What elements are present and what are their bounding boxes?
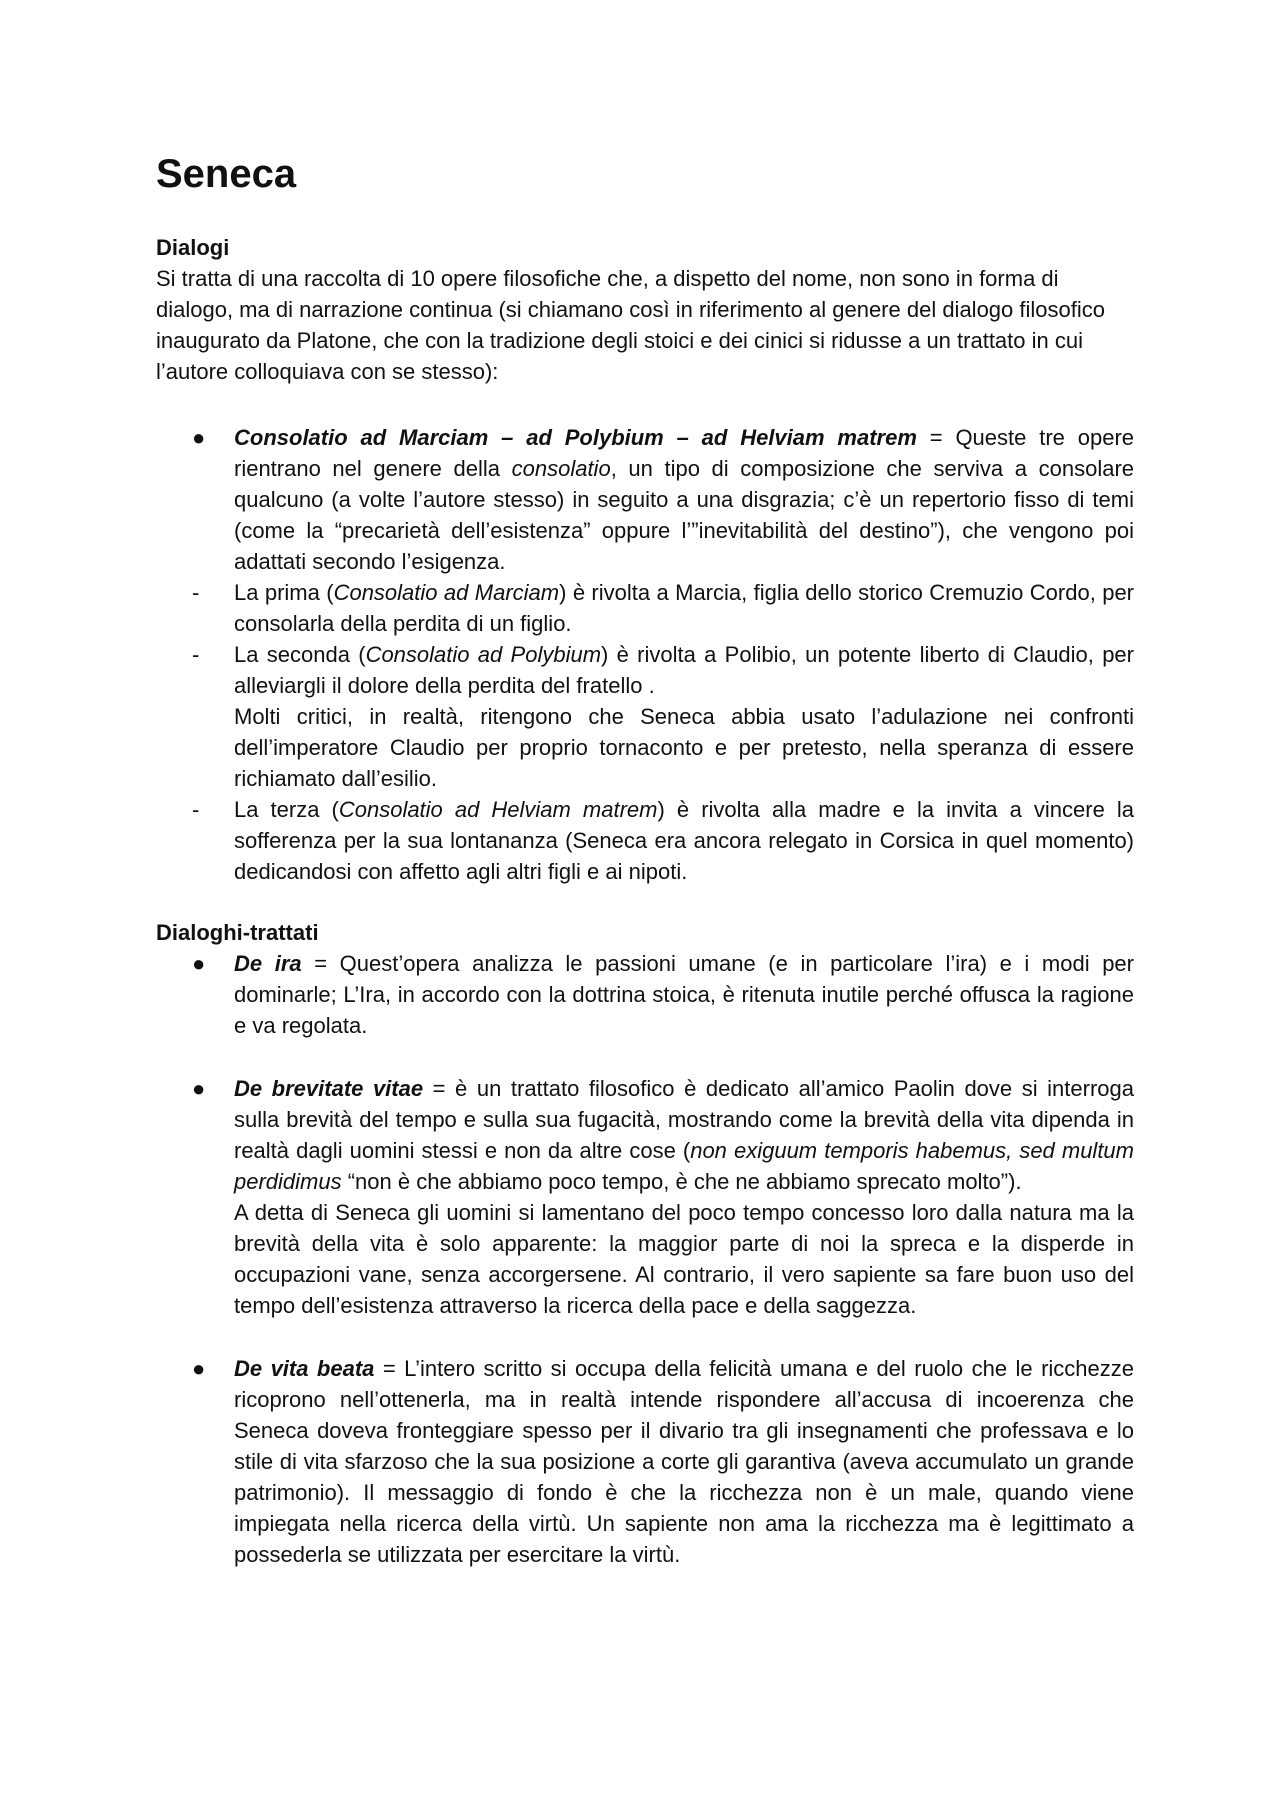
trattati-list <box>156 948 1134 1570</box>
item-text: , un tipo di composizione che serviva a consolare qualcuno (a volte l’autore stesso) in seguito a una disgrazia; c’è un repertorio fisso di temi (come la “precarietà dell’esistenza” oppure l’”inevitabilità del destino”), che vengono poi adattati secondo l’esigenza. <box>234 456 1135 574</box>
latin-quote: non exiguum temporis habemus, sed multum perdidimus <box>234 1138 1134 1194</box>
work-title: De vita beata <box>234 1356 375 1381</box>
dash-icon: - <box>192 797 200 822</box>
item-extra-text: Molti critici, in realtà, ritengono che Seneca abbia usato l’adulazione nei confronti dell’imperatore Claudio per proprio tornaconto e per pretesto, nella speranza di essere richiamato dall’esilio. <box>234 704 1134 791</box>
list-item-de-ira <box>156 948 1134 1041</box>
bullet-icon: ● <box>192 951 206 976</box>
item-text: La terza ( <box>234 797 339 822</box>
page-title: Seneca <box>156 152 297 196</box>
list-item-consolatio-marciam <box>156 577 1134 639</box>
list-item-de-brevitate-vitae <box>156 1073 1134 1321</box>
dash-icon: - <box>192 580 200 605</box>
item-text: = Quest’opera analizza le passioni umane (e in particolare l’ira) e i modi per dominarle; L’Ira, in accordo con la dottrina stoica, è ritenuta inutile perché offusca la ragione e va regolata. <box>234 951 1134 1038</box>
item-italic-title: Consolatio ad Marciam <box>333 580 560 605</box>
dialogi-list <box>156 422 1134 887</box>
list-item-consolatio-polybium <box>156 639 1134 794</box>
item-text: ) è rivolta a Polibio, un potente liberto di Claudio, per alleviargli il dolore della perdita del fratello . <box>234 642 1134 698</box>
item-italic-title: Consolatio ad Polybium <box>365 642 602 667</box>
item-italic-term: consolatio <box>511 456 611 481</box>
bullet-icon: ● <box>192 1356 206 1381</box>
item-italic-title: Consolatio ad Helviam matrem <box>338 797 658 822</box>
section-heading-dialogi: Dialogi <box>156 235 230 260</box>
item-text: = L’intero scritto si occupa della felicità umana e del ruolo che le ricchezze ricoprono nell’ottenerla, ma in realtà intende rispondere all’accusa di incoerenza che Seneca doveva fronteggiare spesso per il divario tra gli insegnamenti che professava e lo stile di vita sfarzoso che la sua posizione a corte gli garantiva (aveva accumulato un grande patrimonio). Il messaggio di fondo è che la ricchezza non è un male, quando viene impiegata nella ricerca della virtù. Un sapiente non ama la ricchezza ma è legittimato a possederla se utilizzata per esercitare la virtù. <box>234 1356 1134 1567</box>
item-text: “non è che abbiamo poco tempo, è che ne abbiamo sprecato molto”). <box>341 1169 1022 1194</box>
item-text: = Queste tre opere rientrano nel genere della <box>234 425 1135 481</box>
item-extra-text: A detta di Seneca gli uomini si lamentano del poco tempo concesso loro dalla natura ma la brevità della vita è solo apparente: la maggior parte di noi la spreca e la disperde in occupazioni vane, senza accorgersene. Al contrario, il vero sapiente sa fare buon uso del tempo dell’esistenza attraverso la ricerca della pace e della saggezza. <box>234 1200 1134 1318</box>
bullet-icon: ● <box>192 425 206 450</box>
item-text: ) è rivolta a Marcia, figlia dello storico Cremuzio Cordo, per consolarla della perdita di un figlio. <box>234 580 1135 636</box>
work-title: De ira <box>234 951 302 976</box>
list-item-consolatio-helviam <box>156 794 1134 887</box>
item-text: La prima ( <box>234 580 334 605</box>
list-item-consolationes <box>156 422 1134 577</box>
dash-icon: - <box>192 642 200 667</box>
work-title: Consolatio ad Marciam – ad Polybium – ad Helviam matrem <box>234 425 917 450</box>
dialogi-intro: Si tratta di una raccolta di 10 opere filosofiche che, a dispetto del nome, non sono in forma di dialogo, ma di narrazione continua (si chiamano così in riferimento al genere del dialogo filosofico inaugurato da Platone, che con la tradizione degli stoici e dei cinici si ridusse a un trattato in cui l’autore colloquiava con se stesso): <box>156 266 1105 384</box>
work-title: De brevitate vitae <box>234 1076 424 1101</box>
item-text: ) è rivolta alla madre e la invita a vincere la sofferenza per la sua lontananza (Seneca era ancora relegato in Corsica in quel momento) dedicandosi con affetto agli altri figli e ai nipoti. <box>234 797 1135 884</box>
bullet-icon: ● <box>192 1076 206 1101</box>
item-text: = è un trattato filosofico è dedicato all’amico Paolin dove si interroga sulla brevità del tempo e sulla sua fugacità, mostrando come la brevità della vita dipenda in realtà dagli uomini stessi e non da altre cose ( <box>234 1076 1134 1163</box>
list-item-de-vita-beata <box>156 1353 1134 1570</box>
document-page <box>156 150 1134 1570</box>
item-text: La seconda ( <box>234 642 366 667</box>
section-heading-trattati: Dialoghi-trattati <box>156 920 319 945</box>
